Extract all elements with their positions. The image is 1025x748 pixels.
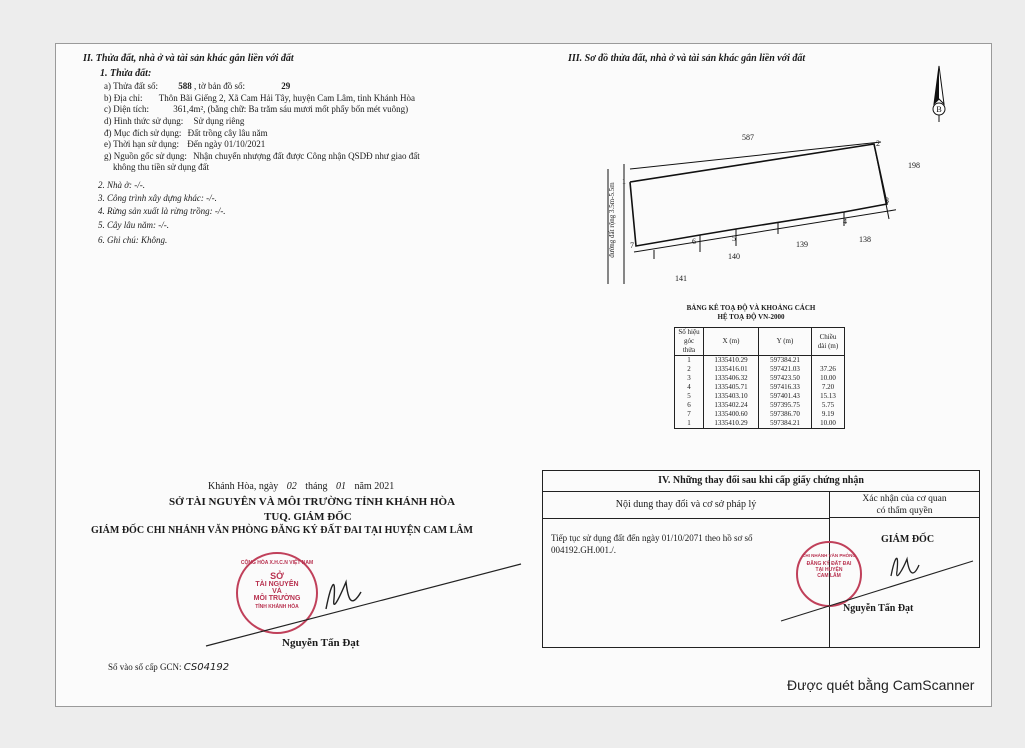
coord-cell: 1335416.01 [704, 365, 759, 374]
col2-header-line1: Xác nhận của cơ quan [862, 494, 947, 504]
changes-col2-header [830, 492, 979, 518]
coord-row [675, 356, 845, 366]
point-3: 3 [885, 196, 889, 205]
term-value: Đến ngày 01/10/2021 [187, 139, 266, 149]
date-month-label: tháng [305, 481, 328, 492]
seal-left-line4: MÔI TRƯỜNG [253, 595, 301, 602]
neighbor-138: 138 [859, 235, 871, 244]
coord-cell: 3 [675, 374, 704, 383]
date-month: 01 [335, 481, 346, 492]
origin-value-2: không thu tiền sử dụng đất [113, 162, 210, 172]
coord-cell: 2 [675, 365, 704, 374]
certificate-page [55, 43, 992, 707]
seal-left-line2: TÀI NGUYÊN [255, 581, 299, 588]
neighbor-587: 587 [742, 133, 754, 142]
coord-row [675, 374, 845, 383]
coord-cell: 597384.21 [759, 419, 812, 429]
seal-left-line5: TỈNH KHÁNH HÒA [255, 604, 299, 610]
origin-label: g) Nguồn gốc sử dụng: [104, 151, 187, 161]
signer-name-left: Nguyễn Tấn Đạt [282, 637, 360, 649]
coord-row [675, 392, 845, 401]
signing-org: SỞ TÀI NGUYÊN VÀ MÔI TRƯỜNG TỈNH KHÁNH HÒA [169, 496, 456, 508]
signing-tuq: TUQ. GIÁM ĐỐC [264, 511, 352, 523]
gcn-no: CS04192 [183, 662, 230, 673]
purpose-value: Đất trồng cây lâu năm [187, 128, 268, 138]
coord-cell: 9.19 [812, 410, 845, 419]
scanner-watermark: Được quét bằng CamScanner [787, 677, 975, 693]
purpose-label: đ) Mục đích sử dụng: [104, 128, 182, 138]
seal-right-line2: TẠI HUYỆN [815, 567, 843, 573]
seal-left-line1: SỞ [270, 571, 284, 581]
point-6: 6 [692, 237, 696, 246]
coord-title-1: BẢNG KÊ TOẠ ĐỘ VÀ KHOẢNG CÁCH [686, 304, 816, 312]
parcel-label: a) Thửa đất số: [104, 81, 158, 91]
confirm-signer: Nguyễn Tấn Đạt [843, 603, 914, 614]
seal-right-ring: CHI NHÁNH VĂN PHÒNG [802, 553, 856, 558]
coord-table-body [675, 356, 845, 429]
date-prefix: Khánh Hòa, ngày [208, 481, 279, 492]
change-content-1: Tiếp tục sử dụng đất đến ngày 01/10/2071 theo hồ sơ số [551, 533, 753, 543]
perennial-line: 5. Cây lâu năm: -/-. [98, 220, 169, 230]
area-value: 361,4m², (bằng chữ: Ba trăm sáu mươi mốt phẩy bốn mét vuông) [173, 104, 409, 114]
coord-title-2: HỆ TOẠ ĐỘ VN-2000 [717, 313, 785, 321]
date-day: 02 [286, 481, 297, 492]
house-line: 2. Nhà ở: -/-. [98, 180, 146, 190]
road-label: đường đất rộng 3.5m-5.5m [608, 182, 616, 258]
section3-title: III. Sơ đồ thửa đất, nhà ở và tài sản khác gắn liền với đất [568, 53, 806, 64]
area-label: c) Diện tích: [104, 104, 149, 114]
confirm-title: GIÁM ĐỐC [881, 534, 935, 545]
coord-cell: 1335400.60 [704, 410, 759, 419]
changes-col1-header: Nội dung thay đổi và cơ sở pháp lý [543, 492, 830, 519]
signing-director: GIÁM ĐỐC CHI NHÁNH VĂN PHÒNG ĐĂNG KÝ ĐẤT ĐAI TẠI HUYỆN CAM LÂM [91, 525, 473, 536]
coord-cell: 7.20 [812, 383, 845, 392]
coord-cell: 597384.21 [759, 356, 812, 366]
parcel-no: 588 [178, 81, 192, 91]
coord-cell: 1335406.32 [704, 374, 759, 383]
point-5: 5 [732, 234, 736, 243]
map-sheet-no: 29 [281, 81, 291, 91]
seal-left-line3: VÀ [272, 588, 282, 595]
neighbor-141: 141 [675, 274, 687, 283]
point-7: 7 [630, 241, 634, 250]
seal-right-line3: CAM LÂM [817, 573, 841, 579]
coord-cell [812, 356, 845, 366]
north-arrow-icon [928, 64, 950, 124]
point-1: 1 [622, 177, 626, 186]
gcn-label: Số vào sổ cấp GCN: [108, 662, 182, 672]
point-2: 2 [876, 139, 880, 148]
forest-line: 4. Rừng sản xuất là rừng trồng: -/-. [98, 206, 226, 216]
coord-cell: 1 [675, 419, 704, 429]
usage-form-value: Sử dụng riêng [193, 116, 245, 126]
coord-row [675, 410, 845, 419]
coord-cell: 597423.50 [759, 374, 812, 383]
section4-title: IV. Những thay đổi sau khi cấp giấy chứng nhận [543, 471, 979, 492]
construction-line: 3. Công trình xây dựng khác: -/-. [98, 193, 217, 203]
map-sheet-label: , tờ bản đồ số: [193, 81, 245, 91]
coord-cell: 7 [675, 410, 704, 419]
coord-cell: 6 [675, 401, 704, 410]
changes-panel [542, 470, 980, 648]
coord-header-x: X (m) [704, 328, 759, 356]
seal-right-line1: ĐĂNG KÝ ĐẤT ĐAI [806, 561, 852, 567]
coord-row [675, 401, 845, 410]
coord-cell: 597401.43 [759, 392, 812, 401]
col2-header-line2: có thẩm quyền [876, 506, 933, 516]
seal-left-ring: CỘNG HÒA X.H.C.N VIỆT NAM [240, 560, 314, 566]
coord-cell: 597386.70 [759, 410, 812, 419]
parcel-sketch [596, 124, 896, 304]
north-symbol: B [936, 105, 942, 114]
coord-cell: 1335402.24 [704, 401, 759, 410]
coord-row [675, 419, 845, 429]
notes-line: 6. Ghi chú: Không. [98, 235, 168, 245]
origin-value-1: Nhận chuyển nhượng đất được Công nhận QSDĐ như giao đất [193, 151, 420, 161]
parcel-line [104, 81, 290, 91]
address-line [104, 93, 415, 103]
neighbor-198: 198 [908, 161, 920, 170]
coord-cell: 597416.33 [759, 383, 812, 392]
section2-title: II. Thửa đất, nhà ở và tài sản khác gắn liền với đất [83, 53, 294, 64]
signing-date [208, 481, 394, 492]
coord-cell: 10.00 [812, 419, 845, 429]
address-value: Thôn Bãi Giếng 2, Xã Cam Hải Tây, huyện Cam Lâm, tỉnh Khánh Hòa [158, 93, 415, 103]
neighbor-139: 139 [796, 240, 808, 249]
coord-cell: 597421.03 [759, 365, 812, 374]
coordinate-table [674, 327, 845, 429]
coord-header-length: Chiều dài (m) [812, 328, 845, 356]
coord-cell: 1335405.71 [704, 383, 759, 392]
signature-left-icon [196, 554, 526, 654]
signature-right-icon [773, 531, 979, 631]
coord-cell: 1335403.10 [704, 392, 759, 401]
coord-cell: 37.26 [812, 365, 845, 374]
purpose-line [104, 128, 268, 138]
point-4: 4 [843, 217, 847, 226]
gcn-line [108, 662, 229, 673]
coord-cell: 15.13 [812, 392, 845, 401]
term-line [104, 139, 265, 149]
neighbor-140: 140 [728, 252, 740, 261]
origin-line [104, 151, 420, 161]
term-label: e) Thời hạn sử dụng: [104, 139, 179, 149]
land-heading: 1. Thửa đất: [100, 68, 152, 79]
coord-cell: 4 [675, 383, 704, 392]
change-content-2: 004192.GH.001./. [551, 545, 616, 555]
coord-cell: 5.75 [812, 401, 845, 410]
date-year: năm 2021 [354, 481, 395, 492]
coord-cell: 5 [675, 392, 704, 401]
coord-cell: 1335410.29 [704, 356, 759, 366]
coord-cell: 597395.75 [759, 401, 812, 410]
coord-cell: 1335410.29 [704, 419, 759, 429]
usage-form-line [104, 116, 244, 126]
coord-header-point: Số hiệu góc thửa [675, 328, 704, 356]
coord-header-y: Y (m) [759, 328, 812, 356]
coord-cell: 1 [675, 356, 704, 366]
coord-row [675, 365, 845, 374]
address-label: b) Địa chỉ: [104, 93, 143, 103]
usage-form-label: d) Hình thức sử dụng: [104, 116, 184, 126]
area-line [104, 104, 408, 114]
coord-cell: 10.00 [812, 374, 845, 383]
coord-row [675, 383, 845, 392]
